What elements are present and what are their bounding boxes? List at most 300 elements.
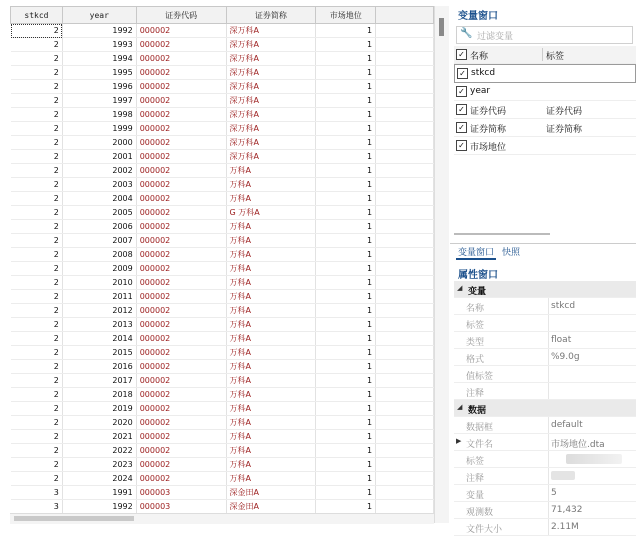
cell-stkcd[interactable]: 2 <box>11 276 63 290</box>
cell-year[interactable]: 2022 <box>62 444 136 458</box>
cell-market-position[interactable]: 1 <box>316 472 376 486</box>
cell-market-position[interactable]: 1 <box>316 66 376 80</box>
value-separator <box>548 434 549 450</box>
cell-year[interactable]: 1992 <box>62 500 136 514</box>
cell-stock-name[interactable]: 万科A <box>226 332 316 346</box>
variable-name: 证券简称 <box>470 125 507 135</box>
property-name: 观测数 <box>466 508 494 518</box>
cell-market-position[interactable]: 1 <box>316 486 376 500</box>
table-row[interactable] <box>11 444 434 458</box>
cell-market-position[interactable]: 1 <box>316 332 376 346</box>
column-header-market-position[interactable]: 市场地位 <box>316 7 376 24</box>
cell-year[interactable]: 2020 <box>62 416 136 430</box>
cell-stock-code[interactable]: 000002 <box>136 220 226 234</box>
cell-year[interactable]: 2002 <box>62 164 136 178</box>
cell-stkcd[interactable]: 2 <box>11 318 63 332</box>
value-separator <box>548 468 549 484</box>
property-row-data-label[interactable] <box>454 451 636 468</box>
cell-stock-code[interactable]: 000002 <box>136 80 226 94</box>
cell-stock-code[interactable]: 000003 <box>136 500 226 514</box>
cell-stkcd[interactable]: 2 <box>11 360 63 374</box>
cell-year[interactable]: 2006 <box>62 220 136 234</box>
cell-year[interactable]: 2019 <box>62 402 136 416</box>
column-separator <box>542 48 543 61</box>
empty-cell <box>376 66 434 80</box>
cell-stock-code[interactable]: 000002 <box>136 38 226 52</box>
property-value: float <box>551 335 572 345</box>
cell-stock-name[interactable]: 万科A <box>226 374 316 388</box>
cell-stkcd[interactable]: 2 <box>11 178 63 192</box>
table-row[interactable] <box>11 388 434 402</box>
cell-market-position[interactable]: 1 <box>316 80 376 94</box>
select-all-checkbox[interactable]: ✓ <box>456 49 467 60</box>
cell-year[interactable]: 2004 <box>62 192 136 206</box>
cell-stock-code[interactable]: 000002 <box>136 430 226 444</box>
cell-stock-code[interactable]: 000003 <box>136 486 226 500</box>
cell-stock-code[interactable]: 000002 <box>136 318 226 332</box>
empty-cell <box>376 52 434 66</box>
cell-market-position[interactable]: 1 <box>316 108 376 122</box>
cell-stkcd[interactable]: 2 <box>11 122 63 136</box>
value-separator <box>548 315 549 331</box>
cell-stkcd[interactable]: 2 <box>11 220 63 234</box>
cell-market-position[interactable]: 1 <box>316 402 376 416</box>
empty-cell <box>376 262 434 276</box>
cell-market-position[interactable]: 1 <box>316 416 376 430</box>
value-separator <box>548 383 549 399</box>
variable-item-stock-code[interactable] <box>454 101 636 119</box>
property-name: 文件名 <box>466 440 494 450</box>
table-row[interactable] <box>11 164 434 178</box>
cell-stock-name[interactable]: 深万科A <box>226 150 316 164</box>
variable-label: 证券简称 <box>546 125 583 135</box>
property-row-type[interactable] <box>454 332 636 349</box>
cell-market-position[interactable]: 1 <box>316 374 376 388</box>
cell-year[interactable]: 2021 <box>62 430 136 444</box>
column-header-year[interactable]: year <box>62 7 136 24</box>
cell-year[interactable]: 2008 <box>62 248 136 262</box>
property-value: 市场地位.dta <box>551 440 605 450</box>
property-name: 类型 <box>466 338 485 348</box>
column-header-stock-name[interactable]: 证券简称 <box>226 7 316 24</box>
cell-stock-name[interactable]: 深万科A <box>226 136 316 150</box>
table-row[interactable] <box>11 472 434 486</box>
cell-year[interactable]: 1996 <box>62 80 136 94</box>
cell-stock-code[interactable]: 000002 <box>136 346 226 360</box>
table-row[interactable] <box>11 234 434 248</box>
cell-stock-code[interactable]: 000002 <box>136 332 226 346</box>
cell-year[interactable]: 2013 <box>62 318 136 332</box>
cell-market-position[interactable]: 1 <box>316 192 376 206</box>
table-row[interactable] <box>11 80 434 94</box>
cell-stock-code[interactable]: 000002 <box>136 444 226 458</box>
table-row[interactable] <box>11 346 434 360</box>
property-row-variables[interactable] <box>454 485 636 502</box>
table-row[interactable] <box>11 192 434 206</box>
table-row[interactable] <box>11 486 434 500</box>
cell-market-position[interactable]: 1 <box>316 458 376 472</box>
section-variable[interactable] <box>454 281 636 298</box>
cell-year[interactable]: 2007 <box>62 234 136 248</box>
cell-stock-name[interactable]: 万科A <box>226 388 316 402</box>
cell-market-position[interactable]: 1 <box>316 234 376 248</box>
cell-market-position[interactable]: 1 <box>316 388 376 402</box>
cell-stock-name[interactable]: 万科A <box>226 262 316 276</box>
property-row-label[interactable] <box>454 315 636 332</box>
cell-stock-code[interactable]: 000002 <box>136 52 226 66</box>
cell-stock-code[interactable]: 000002 <box>136 374 226 388</box>
tab-variables[interactable]: 变量窗口 <box>456 245 496 260</box>
vertical-scroll-thumb[interactable] <box>439 18 444 36</box>
cell-market-position[interactable]: 1 <box>316 24 376 38</box>
cell-stock-name[interactable]: 深金田A <box>226 486 316 500</box>
section-title: 数据 <box>468 406 487 416</box>
cell-stkcd[interactable]: 2 <box>11 136 63 150</box>
properties-grid <box>454 281 636 536</box>
cell-stock-code[interactable]: 000002 <box>136 472 226 486</box>
cell-year[interactable]: 1994 <box>62 52 136 66</box>
cell-stock-name[interactable]: 万科A <box>226 192 316 206</box>
property-name: 标签 <box>466 457 485 467</box>
cell-stock-name[interactable]: 万科A <box>226 346 316 360</box>
empty-cell <box>376 486 434 500</box>
cell-stock-name[interactable]: 万科A <box>226 248 316 262</box>
cell-stkcd[interactable]: 3 <box>11 486 63 500</box>
value-separator <box>548 451 549 467</box>
cell-stock-code[interactable]: 000002 <box>136 192 226 206</box>
table-row[interactable] <box>11 206 434 220</box>
property-row-frame[interactable] <box>454 417 636 434</box>
cell-market-position[interactable]: 1 <box>316 360 376 374</box>
table-row[interactable] <box>11 276 434 290</box>
cell-year[interactable]: 2000 <box>62 136 136 150</box>
cell-market-position[interactable]: 1 <box>316 318 376 332</box>
table-row[interactable] <box>11 500 434 514</box>
property-row-observations[interactable] <box>454 502 636 519</box>
cell-market-position[interactable]: 1 <box>316 304 376 318</box>
variable-item-market-position[interactable] <box>454 137 636 155</box>
table-row[interactable] <box>11 220 434 234</box>
cell-stock-code[interactable]: 000002 <box>136 458 226 472</box>
table-row[interactable] <box>11 374 434 388</box>
table-row[interactable] <box>11 430 434 444</box>
cell-year[interactable]: 2010 <box>62 276 136 290</box>
empty-cell <box>376 122 434 136</box>
cell-stock-code[interactable]: 000002 <box>136 416 226 430</box>
cell-market-position[interactable]: 1 <box>316 430 376 444</box>
section-title: 变量 <box>468 287 487 297</box>
expand-arrow-icon[interactable]: ▶ <box>456 437 462 445</box>
cell-stkcd[interactable]: 2 <box>11 430 63 444</box>
cell-stkcd[interactable]: 2 <box>11 346 63 360</box>
cell-stock-name[interactable]: 万科A <box>226 234 316 248</box>
empty-cell <box>376 374 434 388</box>
cell-market-position[interactable]: 1 <box>316 136 376 150</box>
cell-market-position[interactable]: 1 <box>316 206 376 220</box>
table-row[interactable] <box>11 150 434 164</box>
cell-year[interactable]: 2012 <box>62 304 136 318</box>
cell-stkcd[interactable]: 2 <box>11 234 63 248</box>
table-row[interactable] <box>11 262 434 276</box>
table-row[interactable] <box>11 332 434 346</box>
vertical-scrollbar[interactable] <box>434 6 449 523</box>
cell-stkcd[interactable]: 2 <box>11 248 63 262</box>
cell-stkcd[interactable]: 2 <box>11 290 63 304</box>
tab-snapshots[interactable]: 快照 <box>502 248 521 258</box>
cell-stkcd[interactable]: 2 <box>11 52 63 66</box>
column-header-stkcd[interactable]: stkcd <box>11 7 63 24</box>
variable-list-header <box>454 46 636 64</box>
cell-stock-name[interactable]: 万科A <box>226 402 316 416</box>
cell-year[interactable]: 2009 <box>62 262 136 276</box>
variable-item-stock-name[interactable] <box>454 119 636 137</box>
cell-stock-code[interactable]: 000002 <box>136 122 226 136</box>
cell-stock-code[interactable]: 000002 <box>136 150 226 164</box>
cell-year[interactable]: 2005 <box>62 206 136 220</box>
cell-stock-code[interactable]: 000002 <box>136 276 226 290</box>
cell-stock-name[interactable]: 深万科A <box>226 122 316 136</box>
cell-stock-code[interactable]: 000002 <box>136 290 226 304</box>
cell-stock-name[interactable]: 万科A <box>226 318 316 332</box>
cell-year[interactable]: 2023 <box>62 458 136 472</box>
cell-market-position[interactable]: 1 <box>316 164 376 178</box>
table-row[interactable] <box>11 52 434 66</box>
label-column-header[interactable]: 标签 <box>546 52 565 62</box>
cell-stkcd[interactable]: 2 <box>11 304 63 318</box>
cell-stock-code[interactable]: 000002 <box>136 360 226 374</box>
cell-stock-code[interactable]: 000002 <box>136 24 226 38</box>
cell-year[interactable]: 1993 <box>62 38 136 52</box>
name-column-header[interactable]: 名称 <box>470 52 489 62</box>
right-panel <box>450 0 636 535</box>
empty-cell <box>376 248 434 262</box>
cell-stock-code[interactable]: 000002 <box>136 304 226 318</box>
cell-year[interactable]: 2015 <box>62 346 136 360</box>
cell-market-position[interactable]: 1 <box>316 122 376 136</box>
variable-checkbox[interactable]: ✓ <box>456 86 467 97</box>
cell-year[interactable]: 1995 <box>62 66 136 80</box>
cell-stock-name[interactable]: 万科A <box>226 164 316 178</box>
cell-year[interactable]: 1999 <box>62 122 136 136</box>
cell-stkcd[interactable]: 2 <box>11 192 63 206</box>
variable-checkbox[interactable]: ✓ <box>457 68 468 79</box>
cell-stock-code[interactable]: 000002 <box>136 234 226 248</box>
cell-market-position[interactable]: 1 <box>316 248 376 262</box>
table-row[interactable] <box>11 290 434 304</box>
property-name: 格式 <box>466 355 485 365</box>
cell-year[interactable]: 2016 <box>62 360 136 374</box>
cell-market-position[interactable]: 1 <box>316 38 376 52</box>
cell-year[interactable]: 1998 <box>62 108 136 122</box>
cell-stock-code[interactable]: 000002 <box>136 178 226 192</box>
property-row-notes[interactable] <box>454 383 636 400</box>
cell-stkcd[interactable]: 2 <box>11 94 63 108</box>
empty-cell <box>376 24 434 38</box>
cell-stkcd[interactable]: 2 <box>11 402 63 416</box>
horizontal-scroll-thumb[interactable] <box>14 516 134 521</box>
cell-market-position[interactable]: 1 <box>316 444 376 458</box>
variable-item-stkcd[interactable] <box>454 64 636 83</box>
empty-cell <box>376 360 434 374</box>
cell-stock-name[interactable]: 深万科A <box>226 108 316 122</box>
cell-stock-name[interactable]: 万科A <box>226 444 316 458</box>
variable-name: 证券代码 <box>470 107 507 117</box>
empty-cell <box>376 304 434 318</box>
value-separator <box>548 298 549 314</box>
cell-stkcd[interactable]: 2 <box>11 444 63 458</box>
cell-stock-name[interactable]: 深万科A <box>226 80 316 94</box>
cell-stock-name[interactable]: 万科A <box>226 416 316 430</box>
property-name: 注释 <box>466 389 485 399</box>
property-value: default <box>551 420 583 430</box>
collapse-triangle-icon[interactable]: ◢ <box>457 284 463 292</box>
cell-market-position[interactable]: 1 <box>316 346 376 360</box>
cell-market-position[interactable]: 1 <box>316 220 376 234</box>
cell-stock-name[interactable]: 万科A <box>226 276 316 290</box>
pane-scrollbar[interactable] <box>454 233 550 235</box>
cell-stock-code[interactable]: 000002 <box>136 108 226 122</box>
cell-stock-name[interactable]: 万科A <box>226 220 316 234</box>
cell-year[interactable]: 1992 <box>62 24 136 38</box>
redacted-value <box>566 454 622 464</box>
empty-cell <box>376 94 434 108</box>
cell-stock-name[interactable]: 深万科A <box>226 94 316 108</box>
cell-stock-code[interactable]: 000002 <box>136 402 226 416</box>
cell-stock-name[interactable]: 万科A <box>226 360 316 374</box>
cell-stock-name[interactable]: 万科A <box>226 430 316 444</box>
cell-stock-code[interactable]: 000002 <box>136 262 226 276</box>
cell-year[interactable]: 2014 <box>62 332 136 346</box>
cell-market-position[interactable]: 1 <box>316 178 376 192</box>
cell-market-position[interactable]: 1 <box>316 52 376 66</box>
cell-stkcd[interactable]: 2 <box>11 262 63 276</box>
variable-item-year[interactable] <box>454 83 636 101</box>
cell-stock-code[interactable]: 000002 <box>136 164 226 178</box>
section-data[interactable] <box>454 400 636 417</box>
column-header-stock-code[interactable]: 证券代码 <box>136 7 226 24</box>
horizontal-scrollbar[interactable] <box>10 513 434 524</box>
property-row-name[interactable] <box>454 298 636 315</box>
cell-stock-name[interactable]: 深万科A <box>226 38 316 52</box>
cell-stock-code[interactable]: 000002 <box>136 206 226 220</box>
variable-checkbox[interactable]: ✓ <box>456 140 467 151</box>
cell-stkcd[interactable]: 2 <box>11 38 63 52</box>
cell-stkcd[interactable]: 2 <box>11 388 63 402</box>
cell-year[interactable]: 2017 <box>62 374 136 388</box>
empty-cell <box>376 346 434 360</box>
cell-stock-name[interactable]: 万科A <box>226 472 316 486</box>
table-row[interactable] <box>11 304 434 318</box>
property-row-file-size[interactable] <box>454 519 636 536</box>
cell-stock-name[interactable]: 深金田A <box>226 500 316 514</box>
table-row[interactable] <box>11 66 434 80</box>
property-value: 71,432 <box>551 505 583 515</box>
cell-year[interactable]: 1991 <box>62 486 136 500</box>
cell-stock-name[interactable]: 深万科A <box>226 66 316 80</box>
column-header-empty <box>376 7 434 24</box>
cell-stock-code[interactable]: 000002 <box>136 388 226 402</box>
table-row[interactable] <box>11 108 434 122</box>
property-row-data-notes[interactable] <box>454 468 636 485</box>
cell-stkcd[interactable]: 2 <box>11 66 63 80</box>
empty-cell <box>376 192 434 206</box>
variable-checkbox[interactable]: ✓ <box>456 122 467 133</box>
property-row-filename[interactable] <box>454 434 636 451</box>
cell-stock-name[interactable]: 万科A <box>226 290 316 304</box>
cell-market-position[interactable]: 1 <box>316 262 376 276</box>
cell-market-position[interactable]: 1 <box>316 500 376 514</box>
cell-stkcd[interactable]: 2 <box>11 108 63 122</box>
cell-stock-code[interactable]: 000002 <box>136 136 226 150</box>
table-row[interactable] <box>11 94 434 108</box>
cell-stock-name[interactable]: G 万科A <box>226 206 316 220</box>
properties-pane-title: 属性窗口 <box>458 270 498 281</box>
table-row[interactable] <box>11 318 434 332</box>
table-row[interactable] <box>11 122 434 136</box>
cell-stkcd[interactable]: 2 <box>11 164 63 178</box>
cell-stock-code[interactable]: 000002 <box>136 66 226 80</box>
data-grid[interactable] <box>10 6 434 513</box>
cell-stock-name[interactable]: 万科A <box>226 304 316 318</box>
cell-stkcd[interactable]: 2 <box>11 332 63 346</box>
cell-stkcd[interactable]: 2 <box>11 206 63 220</box>
cell-stkcd[interactable]: 2 <box>11 472 63 486</box>
cell-stkcd[interactable]: 2 <box>11 416 63 430</box>
cell-year[interactable]: 2003 <box>62 178 136 192</box>
cell-market-position[interactable]: 1 <box>316 276 376 290</box>
variable-filter-input[interactable] <box>456 26 633 44</box>
cell-market-position[interactable]: 1 <box>316 290 376 304</box>
table-row[interactable] <box>11 458 434 472</box>
cell-stock-name[interactable]: 深万科A <box>226 52 316 66</box>
cell-year[interactable]: 2018 <box>62 388 136 402</box>
empty-cell <box>376 472 434 486</box>
cell-stock-name[interactable]: 万科A <box>226 458 316 472</box>
table-row[interactable] <box>11 178 434 192</box>
cell-stock-code[interactable]: 000002 <box>136 248 226 262</box>
table-row[interactable] <box>11 136 434 150</box>
cell-stock-name[interactable]: 万科A <box>226 178 316 192</box>
cell-year[interactable]: 1997 <box>62 94 136 108</box>
table-row[interactable] <box>11 402 434 416</box>
cell-market-position[interactable]: 1 <box>316 150 376 164</box>
cell-stkcd[interactable]: 3 <box>11 500 63 514</box>
property-name: 变量 <box>466 491 485 501</box>
property-row-format[interactable] <box>454 349 636 366</box>
cell-market-position[interactable]: 1 <box>316 94 376 108</box>
table-row[interactable] <box>11 360 434 374</box>
cell-stkcd[interactable]: 2 <box>11 80 63 94</box>
table-row[interactable] <box>11 24 434 38</box>
table-row[interactable] <box>11 248 434 262</box>
property-value: stkcd <box>551 301 576 311</box>
cell-stock-name[interactable]: 深万科A <box>226 24 316 38</box>
table-row[interactable] <box>11 416 434 430</box>
cell-year[interactable]: 2024 <box>62 472 136 486</box>
cell-stock-code[interactable]: 000002 <box>136 94 226 108</box>
cell-stkcd[interactable]: 2 <box>11 374 63 388</box>
table-row[interactable] <box>11 38 434 52</box>
cell-stkcd[interactable]: 2 <box>11 24 63 38</box>
variable-checkbox[interactable]: ✓ <box>456 104 467 115</box>
cell-year[interactable]: 2011 <box>62 290 136 304</box>
property-row-value-label[interactable] <box>454 366 636 383</box>
cell-stkcd[interactable]: 2 <box>11 150 63 164</box>
cell-stkcd[interactable]: 2 <box>11 458 63 472</box>
redacted-value <box>551 471 575 480</box>
cell-year[interactable]: 2001 <box>62 150 136 164</box>
collapse-triangle-icon[interactable]: ◢ <box>457 403 463 411</box>
